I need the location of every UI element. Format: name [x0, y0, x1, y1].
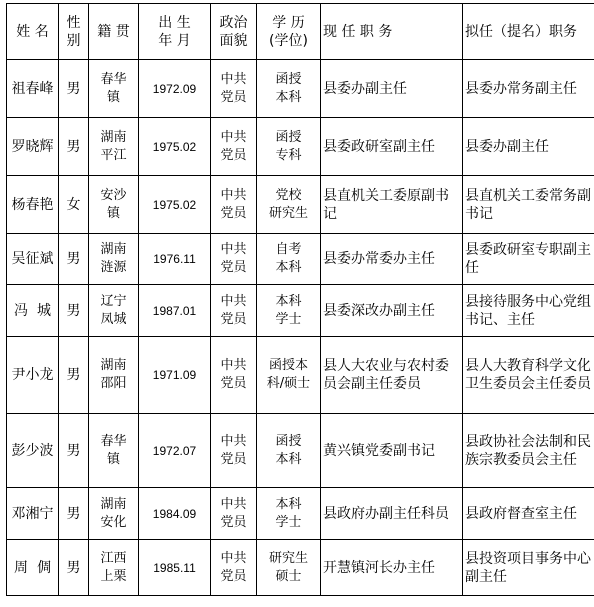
gender-cell: 男 [59, 540, 89, 596]
proposed-post-cell: 县直机关工委常务副书记 [463, 176, 594, 234]
proposed-post-cell: 县接待服务中心党组书记、主任 [463, 285, 594, 337]
origin-cell: 春华 镇 [89, 414, 139, 488]
education-cell: 函授 本科 [257, 414, 321, 488]
table-row [7, 337, 594, 414]
birth-date-cell: 1975.02 [139, 176, 211, 234]
table-row [7, 118, 594, 176]
person-name-cell: 罗晓辉 [7, 118, 59, 176]
header-origin: 籍 贯 [89, 4, 139, 60]
person-name-cell: 冯 城 [7, 285, 59, 337]
party-cell: 中共 党员 [211, 118, 257, 176]
current-post-cell: 县委深改办副主任 [321, 285, 463, 337]
education-cell: 函授 本科 [257, 60, 321, 118]
current-post-cell: 县委政研室副主任 [321, 118, 463, 176]
table-body [7, 60, 594, 596]
birth-date-cell: 1972.09 [139, 60, 211, 118]
table-row [7, 414, 594, 488]
header-current-post: 现 任 职 务 [321, 4, 463, 60]
gender-cell: 女 [59, 176, 89, 234]
header-birth: 出 生 年 月 [139, 4, 211, 60]
party-cell: 中共 党员 [211, 60, 257, 118]
person-name-cell: 吴征斌 [7, 234, 59, 285]
origin-cell: 安沙 镇 [89, 176, 139, 234]
current-post-cell: 县人大农业与农村委员会副主任委员 [321, 337, 463, 414]
person-name-cell: 尹小龙 [7, 337, 59, 414]
party-cell: 中共 党员 [211, 488, 257, 540]
origin-cell: 辽宁 凤城 [89, 285, 139, 337]
birth-date-cell: 1987.01 [139, 285, 211, 337]
party-cell: 中共 党员 [211, 285, 257, 337]
education-cell: 函授本 科/硕士 [257, 337, 321, 414]
party-cell: 中共 党员 [211, 337, 257, 414]
header-gender: 性 别 [59, 4, 89, 60]
gender-cell: 男 [59, 337, 89, 414]
current-post-cell: 县政府办副主任科员 [321, 488, 463, 540]
education-cell: 本科 学士 [257, 285, 321, 337]
table-row [7, 285, 594, 337]
current-post-cell: 县委办副主任 [321, 60, 463, 118]
education-cell: 函授 专科 [257, 118, 321, 176]
gender-cell: 男 [59, 60, 89, 118]
proposed-post-cell: 县投资项目事务中心副主任 [463, 540, 594, 596]
gender-cell: 男 [59, 234, 89, 285]
gender-cell: 男 [59, 118, 89, 176]
table-row [7, 234, 594, 285]
party-cell: 中共 党员 [211, 540, 257, 596]
current-post-cell: 黄兴镇党委副书记 [321, 414, 463, 488]
header-row [7, 4, 594, 60]
person-name-cell: 邓湘宁 [7, 488, 59, 540]
origin-cell: 湖南 安化 [89, 488, 139, 540]
proposed-post-cell: 县人大教育科学文化卫生委员会主任委员 [463, 337, 594, 414]
party-cell: 中共 党员 [211, 234, 257, 285]
appointment-table [6, 3, 594, 596]
person-name-cell: 周 倜 [7, 540, 59, 596]
header-party: 政治 面貌 [211, 4, 257, 60]
proposed-post-cell: 县委政研室专职副主任 [463, 234, 594, 285]
origin-cell: 春华 镇 [89, 60, 139, 118]
party-cell: 中共 党员 [211, 176, 257, 234]
current-post-cell: 县直机关工委原副书记 [321, 176, 463, 234]
origin-cell: 江西 上栗 [89, 540, 139, 596]
origin-cell: 湖南 涟源 [89, 234, 139, 285]
proposed-post-cell: 县委办常务副主任 [463, 60, 594, 118]
birth-date-cell: 1985.11 [139, 540, 211, 596]
birth-date-cell: 1975.02 [139, 118, 211, 176]
birth-date-cell: 1972.07 [139, 414, 211, 488]
education-cell: 研究生 硕士 [257, 540, 321, 596]
person-name-cell: 杨春艳 [7, 176, 59, 234]
header-proposed-post: 拟任（提名）职务 [463, 4, 594, 60]
table-row [7, 488, 594, 540]
header-education: 学 历 (学位) [257, 4, 321, 60]
party-cell: 中共 党员 [211, 414, 257, 488]
gender-cell: 男 [59, 414, 89, 488]
gender-cell: 男 [59, 285, 89, 337]
origin-cell: 湖南 邵阳 [89, 337, 139, 414]
proposed-post-cell: 县政协社会法制和民族宗教委员会主任 [463, 414, 594, 488]
birth-date-cell: 1971.09 [139, 337, 211, 414]
current-post-cell: 县委办常委办主任 [321, 234, 463, 285]
education-cell: 本科 学士 [257, 488, 321, 540]
gender-cell: 男 [59, 488, 89, 540]
table-row [7, 540, 594, 596]
origin-cell: 湖南 平江 [89, 118, 139, 176]
person-name-cell: 彭少波 [7, 414, 59, 488]
person-name-cell: 祖春峰 [7, 60, 59, 118]
proposed-post-cell: 县政府督查室主任 [463, 488, 594, 540]
header-name: 姓 名 [7, 4, 59, 60]
education-cell: 自考 本科 [257, 234, 321, 285]
table-row [7, 176, 594, 234]
table-row [7, 60, 594, 118]
current-post-cell: 开慧镇河长办主任 [321, 540, 463, 596]
education-cell: 党校 研究生 [257, 176, 321, 234]
proposed-post-cell: 县委办副主任 [463, 118, 594, 176]
birth-date-cell: 1984.09 [139, 488, 211, 540]
birth-date-cell: 1976.11 [139, 234, 211, 285]
